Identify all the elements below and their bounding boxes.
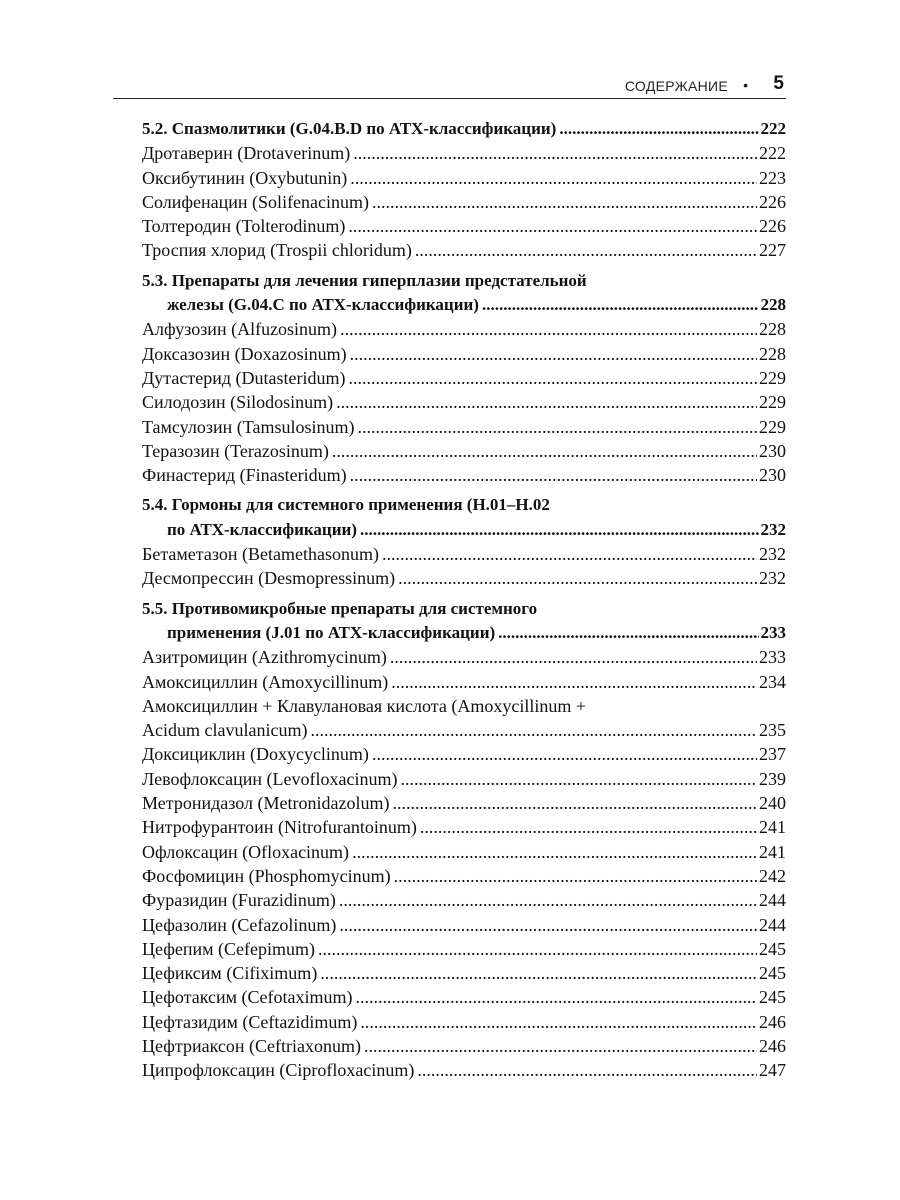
entry-title: Финастерид (Finasteridum) — [142, 465, 347, 486]
dot-leader — [350, 342, 757, 366]
entry-title: Офлоксацин (Ofloxacinum) — [142, 841, 350, 862]
toc-entry[interactable] — [142, 1058, 786, 1082]
entry-title: Цефтриаксон (Ceftriaxonum) — [142, 1035, 361, 1056]
page-header — [113, 72, 786, 99]
section-title-line2-row — [142, 621, 786, 645]
page-ref: 235 — [759, 720, 786, 741]
entry-title: Ципрофлоксацин (Ciprofloxacinum) — [142, 1060, 415, 1081]
entry-title: Цефиксим (Cifiximum) — [142, 963, 318, 984]
toc-entry[interactable] — [142, 415, 786, 439]
page-ref: 227 — [759, 240, 786, 261]
page-ref: 240 — [759, 793, 786, 814]
dot-leader — [394, 864, 757, 888]
entry-title: Метронидазол (Metronidazolum) — [142, 793, 390, 814]
dot-leader — [360, 1010, 757, 1034]
toc-entry[interactable] — [142, 214, 786, 238]
section-title-line1: 5.3. Препараты для лечения гиперплазии предстательной — [142, 270, 587, 290]
section-title: 5.2. Спазмолитики (G.04.B.D по АТХ-классификации) — [142, 119, 557, 138]
section-5-3-items — [142, 317, 786, 487]
header-bullet: • — [743, 77, 748, 93]
section-title-line1: 5.5. Противомикробные препараты для системного — [142, 598, 538, 618]
toc-entry[interactable] — [142, 937, 786, 961]
page-ref: 233 — [760, 622, 786, 642]
page-ref: 241 — [759, 841, 786, 862]
page-ref: 226 — [759, 216, 786, 237]
dot-leader — [372, 742, 757, 766]
toc-entry[interactable] — [142, 463, 786, 487]
section-title-line2: применения (J.01 по АТХ-классификации) — [167, 622, 496, 642]
page-ref: 246 — [759, 1011, 786, 1032]
toc-entry[interactable] — [142, 542, 786, 566]
entry-title: Цефепим (Cefepimum) — [142, 938, 315, 959]
section-5-5-items — [142, 645, 786, 1082]
toc-entry[interactable] — [142, 166, 786, 190]
toc-entry[interactable] — [142, 390, 786, 414]
section-title-line2-row — [142, 293, 786, 317]
page-ref: 245 — [759, 938, 786, 959]
entry-title: Нитрофурантоин (Nitrofurantoinum) — [142, 817, 417, 838]
entry-title-line2-row — [142, 718, 786, 742]
entry-title: Теразозин (Terazosinum) — [142, 440, 329, 461]
dot-leader — [353, 141, 757, 165]
dot-leader — [360, 518, 759, 542]
dot-leader — [310, 718, 757, 742]
toc-entry-combo[interactable] — [142, 694, 786, 743]
page-ref: 244 — [759, 914, 786, 935]
dot-leader — [415, 238, 757, 262]
dot-leader — [348, 366, 757, 390]
page-ref: 247 — [759, 1060, 786, 1081]
dot-leader — [391, 670, 757, 694]
entry-title: Цефазолин (Cefazolinum) — [142, 914, 337, 935]
entry-title: Цефтазидим (Ceftazidimum) — [142, 1011, 358, 1032]
entry-title: Дротаверин (Drotaverinum) — [142, 143, 351, 164]
page-ref: 228 — [759, 343, 786, 364]
page-ref: 245 — [759, 987, 786, 1008]
dot-leader — [482, 293, 759, 317]
toc-entry[interactable] — [142, 791, 786, 815]
dot-leader — [372, 190, 757, 214]
page-ref: 245 — [759, 963, 786, 984]
dot-leader — [392, 791, 757, 815]
dot-leader — [350, 463, 757, 487]
dot-leader — [559, 117, 758, 141]
toc-entry[interactable] — [142, 141, 786, 165]
entry-title: Левофлоксацин (Levofloxacinum) — [142, 768, 398, 789]
dot-leader — [352, 840, 757, 864]
running-title: СОДЕРЖАНИЕ — [624, 78, 728, 94]
page-ref: 239 — [759, 768, 786, 789]
entry-title: Оксибутинин (Oxybutunin) — [142, 167, 348, 188]
dot-leader — [339, 888, 757, 912]
toc-entry[interactable] — [142, 366, 786, 390]
dot-leader — [498, 621, 758, 645]
dot-leader — [382, 542, 757, 566]
entry-title-line2: Acidum clavulanicum) — [142, 720, 308, 741]
section-title-line1: 5.4. Гормоны для системного применения (Н.01–Н.02 — [142, 495, 550, 515]
dot-leader — [401, 767, 758, 791]
entry-title: Толтеродин (Tolterodinum) — [142, 216, 346, 237]
toc-section-5-5[interactable] — [142, 597, 786, 646]
page-ref: 237 — [759, 744, 786, 765]
entry-title: Тамсулозин (Tamsulosinum) — [142, 416, 355, 437]
dot-leader — [320, 961, 757, 985]
section-5-2-items — [142, 141, 786, 262]
page-ref: 242 — [759, 865, 786, 886]
page-ref: 241 — [759, 817, 786, 838]
page-ref: 246 — [759, 1035, 786, 1056]
toc-section-5-3[interactable] — [142, 269, 786, 318]
toc-section-5-2[interactable] — [142, 117, 786, 141]
page-ref: 229 — [759, 416, 786, 437]
entry-title: Доксициклин (Doxycyclinum) — [142, 744, 369, 765]
page-ref: 226 — [759, 191, 786, 212]
toc-entry[interactable] — [142, 742, 786, 766]
toc-entry[interactable] — [142, 840, 786, 864]
page-ref: 233 — [759, 647, 786, 668]
toc-entry[interactable] — [142, 1010, 786, 1034]
page-ref: 223 — [759, 167, 786, 188]
toc-entry[interactable] — [142, 767, 786, 791]
entry-title: Фуразидин (Furazidinum) — [142, 890, 336, 911]
dot-leader — [336, 390, 757, 414]
toc-entry[interactable] — [142, 961, 786, 985]
toc-entry[interactable] — [142, 1034, 786, 1058]
dot-leader — [348, 214, 757, 238]
page-ref: 232 — [759, 568, 786, 589]
page-ref: 228 — [760, 295, 786, 315]
toc-entry[interactable] — [142, 670, 786, 694]
page-ref: 232 — [759, 544, 786, 565]
entry-title: Десмопрессин (Desmopressinum) — [142, 568, 396, 589]
entry-title: Дутастерид (Dutasteridum) — [142, 367, 346, 388]
dot-leader — [339, 913, 757, 937]
toc-entry[interactable] — [142, 913, 786, 937]
dot-leader — [398, 566, 757, 590]
dot-leader — [364, 1034, 757, 1058]
toc-entry[interactable] — [142, 190, 786, 214]
toc-section-5-4[interactable] — [142, 493, 786, 542]
entry-title: Алфузозин (Alfuzosinum) — [142, 319, 338, 340]
dot-leader — [420, 815, 757, 839]
dot-leader — [357, 415, 757, 439]
entry-title: Цефотаксим (Cefotaximum) — [142, 987, 353, 1008]
toc-entry[interactable] — [142, 317, 786, 341]
page-ref: 229 — [759, 392, 786, 413]
page-ref: 230 — [759, 465, 786, 486]
dot-leader — [340, 317, 757, 341]
entry-title: Солифенацин (Solifenacinum) — [142, 191, 370, 212]
entry-title: Амоксициллин (Amoxycillinum) — [142, 671, 389, 692]
toc-entry[interactable] — [142, 439, 786, 463]
dot-leader — [390, 645, 757, 669]
entry-title-line1: Амоксициллин + Клавулановая кислота (Amoxycillinum + — [142, 695, 586, 716]
entry-title: Фосфомицин (Phosphomycinum) — [142, 865, 391, 886]
section-5-4-items — [142, 542, 786, 591]
page-ref: 222 — [760, 119, 786, 138]
dot-leader — [350, 166, 757, 190]
dot-leader — [356, 985, 758, 1009]
entry-title: Доксазозин (Doxazosinum) — [142, 343, 347, 364]
section-title-line2: по АТХ-классификации) — [167, 519, 357, 539]
entry-title: Бетаметазон (Betamethasonum) — [142, 544, 379, 565]
toc-entry[interactable] — [142, 815, 786, 839]
entry-title: Троспия хлорид (Trospii chloridum) — [142, 240, 412, 261]
toc-entry[interactable] — [142, 342, 786, 366]
toc-entry[interactable] — [142, 985, 786, 1009]
toc-entry[interactable] — [142, 238, 786, 262]
page-ref: 229 — [759, 367, 786, 388]
dot-leader — [417, 1058, 757, 1082]
page-ref: 244 — [759, 890, 786, 911]
entry-title: Азитромицин (Azithromycinum) — [142, 647, 387, 668]
page-ref: 234 — [759, 671, 786, 692]
table-of-contents — [142, 117, 786, 1083]
toc-entry[interactable] — [142, 645, 786, 669]
section-title-line2-row — [142, 518, 786, 542]
toc-entry[interactable] — [142, 566, 786, 590]
page-number: 5 — [773, 73, 784, 94]
page-ref: 228 — [759, 319, 786, 340]
dot-leader — [318, 937, 757, 961]
toc-entry[interactable] — [142, 888, 786, 912]
entry-title: Силодозин (Silodosinum) — [142, 392, 334, 413]
page-ref: 230 — [759, 440, 786, 461]
page-ref: 232 — [760, 519, 786, 539]
dot-leader — [332, 439, 757, 463]
toc-entry[interactable] — [142, 864, 786, 888]
page-ref: 222 — [759, 143, 786, 164]
section-title-line2: железы (G.04.C по АТХ-классификации) — [167, 295, 479, 315]
